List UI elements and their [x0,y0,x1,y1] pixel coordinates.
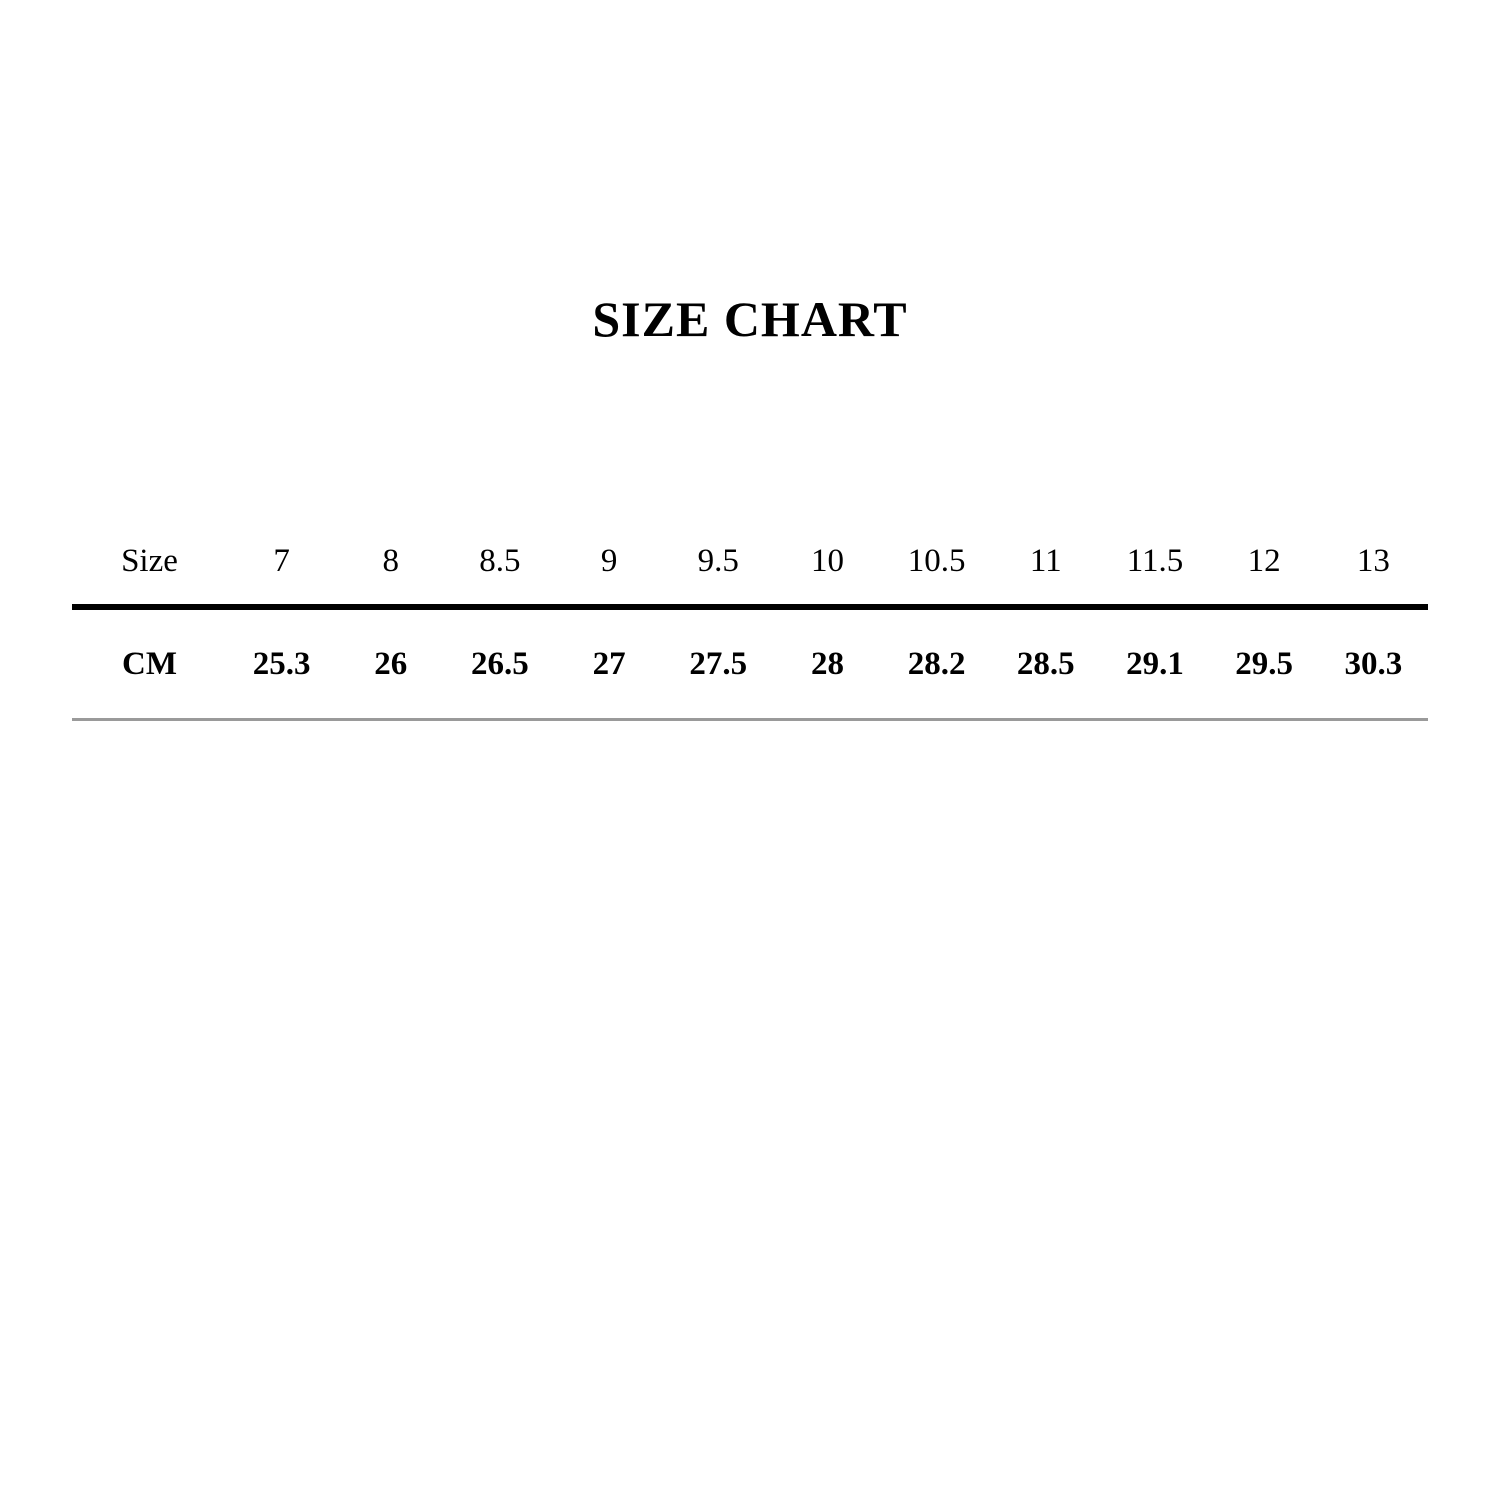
table-cell: 26 [374,645,408,682]
row-header-cm: CM [122,645,177,682]
table-cell: 13 [1356,542,1390,579]
table-cell: 7 [273,542,290,579]
table-cell: 29.5 [1235,645,1293,682]
table-cell: 28.5 [1016,645,1075,682]
table-cell: 28 [810,645,844,682]
table-cell: 28.2 [907,645,966,682]
table-cell: 10 [810,542,844,579]
table-cell: 29.1 [1126,645,1184,682]
table-cell: 25.3 [252,645,311,682]
table-cell: 27.5 [689,645,748,682]
page-title: SIZE CHART [592,291,908,347]
table-cell: 9 [600,542,618,579]
table-row-cm [72,607,1428,720]
table-cell: 10.5 [907,542,966,579]
table-cell: 12 [1247,542,1281,579]
row-header-size: Size [121,542,178,579]
table-cell: 11 [1029,542,1062,579]
table-cell: 8.5 [479,542,521,579]
table-cell: 26.5 [471,645,529,682]
table-row-size [72,518,1428,607]
table-cell: 8 [382,542,399,579]
size-chart-table-wrapper [72,518,1428,721]
table-cell: 11.5 [1126,542,1184,579]
size-chart-table [72,518,1428,721]
table-cell: 30.3 [1344,645,1403,682]
table-cell: 27 [592,645,626,682]
table-cell: 9.5 [697,542,739,579]
